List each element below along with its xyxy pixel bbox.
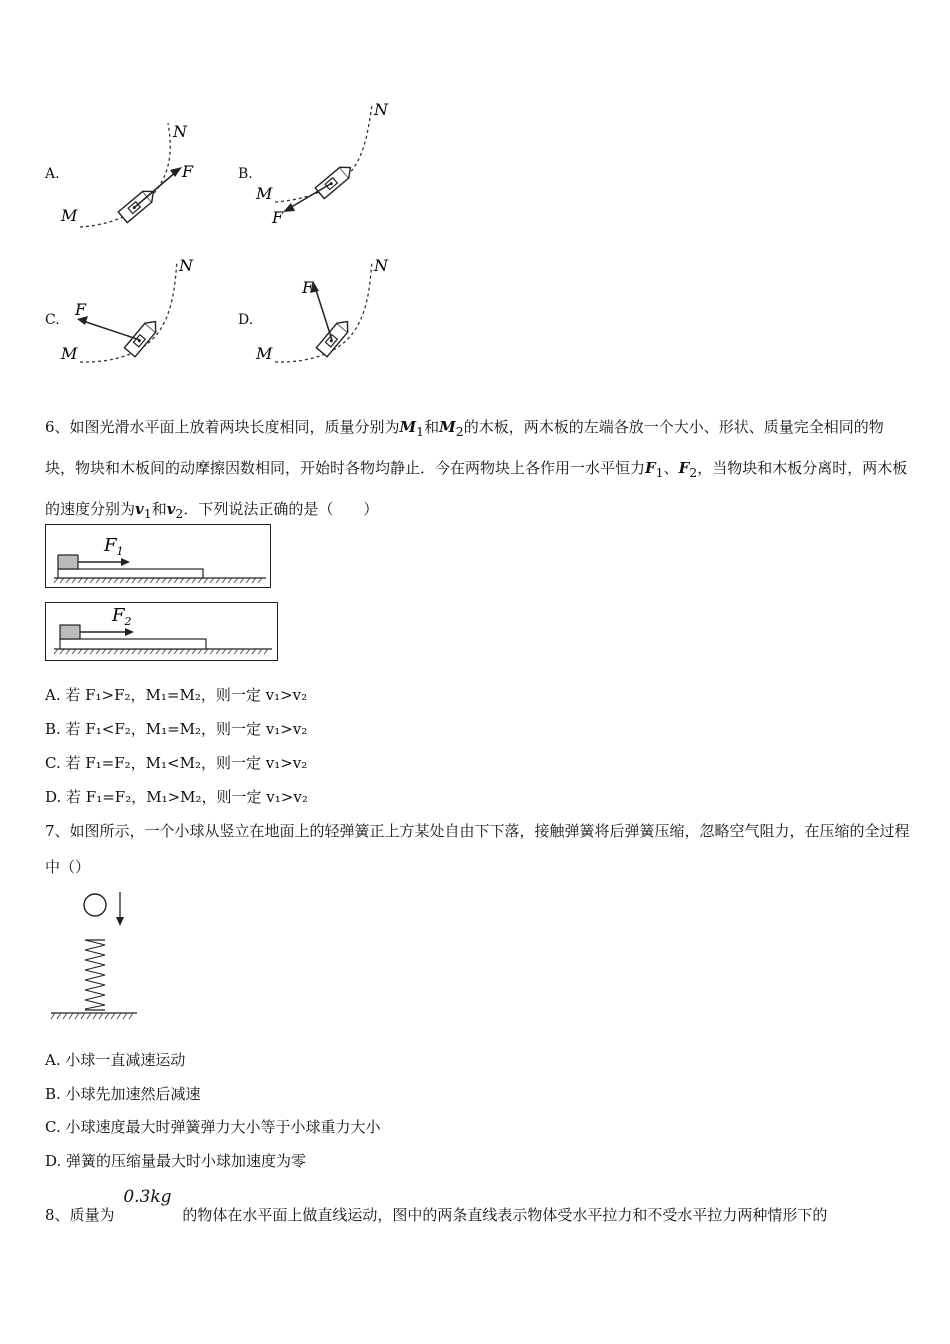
q6-option-b[interactable]: B. 若 F₁<F₂，M₁=M₂，则一定 v₁>v₂ bbox=[45, 720, 308, 738]
boat-figure-d bbox=[250, 255, 400, 370]
mass-value: 0.3kg bbox=[123, 1187, 172, 1207]
q7-option-a[interactable]: A. 小球一直减速运动 bbox=[45, 1051, 186, 1069]
q6-option-a[interactable]: A. 若 F₁>F₂，M₁=M₂，则一定 v₁>v₂ bbox=[45, 686, 308, 704]
boat-figure-c bbox=[55, 255, 205, 370]
q6-option-d[interactable]: D. 若 F₁=F₂，M₁>M₂，则一定 v₁>v₂ bbox=[45, 788, 308, 806]
end-label: N bbox=[173, 122, 187, 141]
option-a-label: A. bbox=[45, 166, 60, 182]
q7-option-d[interactable]: D. 弹簧的压缩量最大时小球加速度为零 bbox=[45, 1152, 307, 1170]
option-c-label: C. bbox=[45, 312, 60, 328]
end-label: N bbox=[374, 100, 388, 119]
q7-option-c[interactable]: C. 小球速度最大时弹簧弹力大小等于小球重力大小 bbox=[45, 1118, 381, 1136]
start-label: M bbox=[61, 344, 78, 363]
force-f1-label: $F_1$ bbox=[104, 535, 124, 558]
start-label: M bbox=[256, 184, 273, 203]
force-f2-label: $F_2$ bbox=[112, 605, 132, 628]
start-label: M bbox=[256, 344, 273, 363]
q6-option-c[interactable]: C. 若 F₁=F₂，M₁<M₂，则一定 v₁>v₂ bbox=[45, 754, 308, 772]
end-label: N bbox=[374, 256, 388, 275]
q7-option-b[interactable]: B. 小球先加速然后减速 bbox=[45, 1085, 201, 1103]
question-6-stem: 6、如图光滑水平面上放着两块长度相同，质量分别为$M_1$和$M_2$的木板，两木板的左端各放一个大小、形状、质量完全相同的物块，物块和木板间的动摩擦因数相同，开始时各物均静止．今在两物块上各作用一水平恒力$F_1$、$F_2$，当物块和木板分离时，两木板的速度分别为$v_1$和$v_2$．下列说法正确的是（ ） bbox=[45, 418, 908, 521]
question-7-stem: 7、如图所示，一个小球从竖立在地面上的轻弹簧正上方某处自由下下落，接触弹簧将后弹簧压缩，忽略空气阻力，在压缩的全过程中（） bbox=[45, 822, 910, 876]
option-d-label: D. bbox=[238, 312, 254, 328]
start-label: M bbox=[61, 206, 78, 225]
boat-figure-a bbox=[55, 115, 205, 235]
boat-figure-b bbox=[250, 95, 400, 230]
board-figure-2 bbox=[45, 602, 278, 661]
force-label: F bbox=[182, 162, 194, 181]
force-label: F bbox=[272, 208, 284, 227]
board-figure-1 bbox=[45, 524, 271, 588]
spring-figure bbox=[45, 888, 145, 1028]
option-b-label: B. bbox=[238, 166, 253, 182]
force-label: F bbox=[302, 278, 314, 297]
force-label: F bbox=[75, 300, 87, 319]
end-label: N bbox=[179, 256, 193, 275]
question-8-stem: 8、质量为 0.3kg 的物体在水平面上做直线运动，图中的两条直线表示物体受水平拉力和不受水平拉力两种情形下的 bbox=[45, 1187, 828, 1224]
